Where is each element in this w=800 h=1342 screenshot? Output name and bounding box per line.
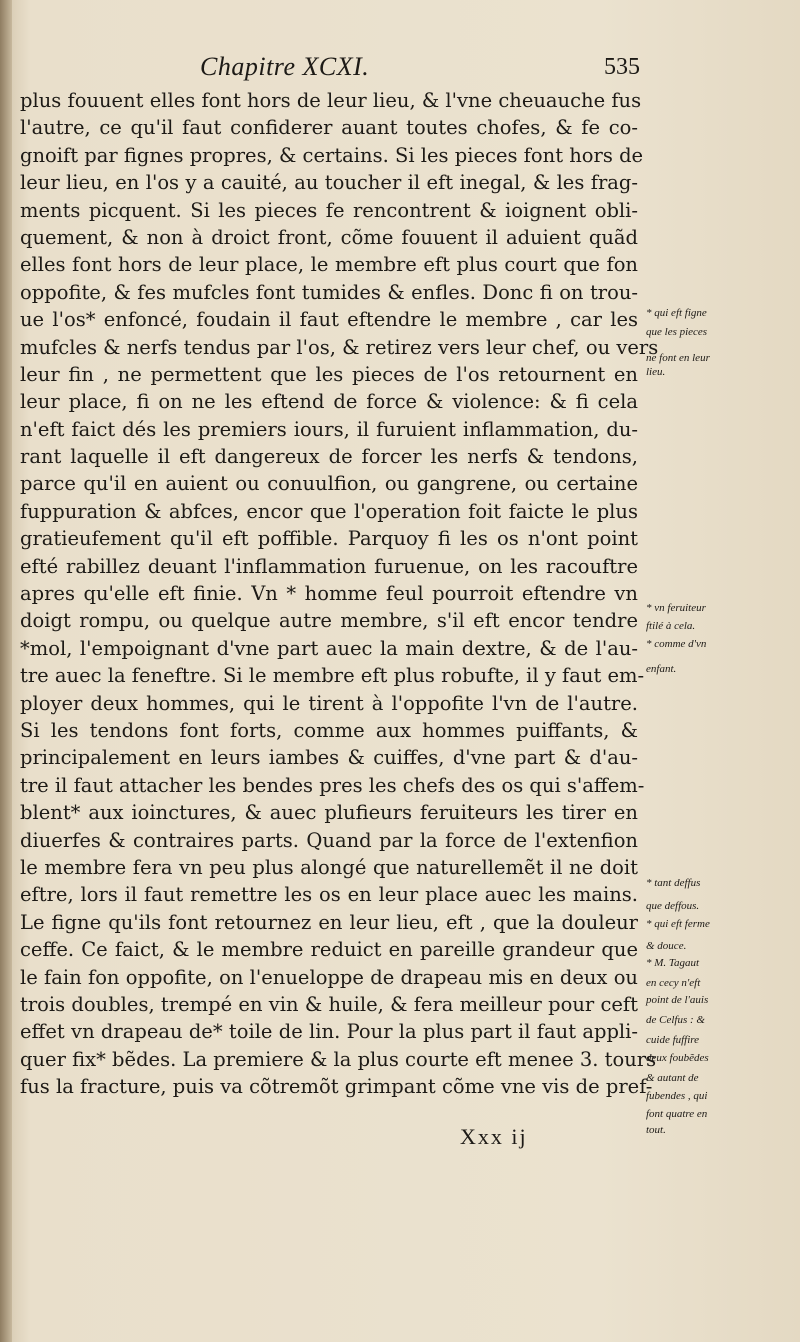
text-line: effet vn drapeau de* toile de lin. Pour la plus part il faut appli- xyxy=(20,1020,638,1044)
margin-note: & douce. xyxy=(646,940,687,952)
text-line: mufcles & nerfs tendus par l'os, & retirez vers leur chef, ou vers xyxy=(20,335,659,359)
page-number: 535 xyxy=(604,54,640,80)
text-line: ments picquent. Si les pieces fe rencontrent & ioignent obli- xyxy=(20,198,638,222)
margin-note: en cecy n'eft xyxy=(646,977,701,989)
margin-note: * comme d'vn xyxy=(646,638,707,650)
margin-note: point de l'auis xyxy=(646,994,709,1006)
margin-note: tout. xyxy=(646,1124,666,1136)
text-line: fus la fracture, puis va cõtremõt grimpant cõme vne vis de pref- xyxy=(20,1075,653,1099)
text-line: blent* aux ioinctures, & auec plufieurs feruiteurs les tirer en xyxy=(20,801,638,825)
margin-note: * tant deffus xyxy=(646,877,701,889)
text-line: parce qu'il en auient ou conuulfion, ou gangrene, ou certaine xyxy=(20,472,638,496)
margin-note: de Celfus : & xyxy=(646,1014,705,1026)
margin-note: * M. Tagaut xyxy=(646,957,700,969)
text-line: trois doubles, trempé en vin & huile, & fera meilleur pour ceft xyxy=(20,992,638,1016)
text-line: fuppuration & abfces, encor que l'operation foit faicte le plus xyxy=(20,499,638,523)
text-line: rant laquelle il eft dangereux de forcer les nerfs & tendons, xyxy=(20,445,638,469)
margin-note: * qui eft ferme xyxy=(646,918,710,930)
text-line: ployer deux hommes, qui le tirent à l'oppofite l'vn de l'autre. xyxy=(20,691,638,715)
text-line: n'eft faict dés les premiers iours, il furuient inflammation, du- xyxy=(20,417,638,441)
text-line: doigt rompu, ou quelque autre membre, s'il eft encor tendre xyxy=(20,609,638,633)
margin-note: & autant de xyxy=(646,1072,699,1084)
margin-note: deux foubẽdes xyxy=(646,1052,709,1064)
text-line: leur place, fi on ne les eftend de force & violence: & fi cela xyxy=(20,390,638,414)
text-line: quer fix* bẽdes. La premiere & la plus courte eft menee 3. tours xyxy=(20,1047,657,1071)
text-line: apres qu'elle eft finie. Vn * homme feul pourroit eftendre vn xyxy=(20,582,638,606)
text-line: efté rabillez deuant l'inflammation furuenue, on les racouftre xyxy=(20,554,638,578)
margin-note: enfant. xyxy=(646,663,677,675)
margin-note: cuide fuffire xyxy=(646,1034,700,1046)
text-line: leur fin , ne permettent que les pieces de l'os retournent en xyxy=(20,362,638,386)
text-line: leur lieu, en l'os y a cauité, au toucher il eft inegal, & les frag- xyxy=(20,171,638,195)
text-line: quement, & non à droict front, cõme fouuent il aduient quãd xyxy=(20,225,638,249)
text-line: ue l'os* enfoncé, foudain il faut eftendre le membre , car les xyxy=(20,308,638,332)
margin-notes xyxy=(646,0,796,1342)
signature-mark: Xxx ij xyxy=(460,1124,528,1149)
text-line: tre il faut attacher les bendes pres les chefs des os qui s'affem- xyxy=(20,773,645,797)
text-line: ceffe. Ce faict, & le membre reduict en pareille grandeur que xyxy=(20,938,638,962)
text-line: gnoift par fignes propres, & certains. Si les pieces font hors de xyxy=(20,143,644,167)
margin-note: * qui eft figne xyxy=(646,307,707,319)
text-line: elles font hors de leur place, le membre eft plus court que fon xyxy=(20,253,638,277)
text-line: plus fouuent elles font hors de leur lieu, & l'vne cheuauche fus xyxy=(20,89,642,112)
text-line: l'autre, ce qu'il faut confiderer auant toutes chofes, & fe co- xyxy=(20,116,638,140)
text-line: gratieufement qu'il eft poffible. Parquoy fi les os n'ont point xyxy=(20,527,638,551)
text-line: Le figne qu'ils font retournez en leur lieu, eft , que la douleur xyxy=(20,910,638,934)
page-header xyxy=(200,52,640,92)
text-line: eftre, lors il faut remettre les os en leur place auec les mains. xyxy=(20,883,638,907)
text-line: diuerfes & contraires parts. Quand par la force de l'extenfion xyxy=(20,828,638,852)
text-line: le fain fon oppofite, on l'enueloppe de drapeau mis en deux ou xyxy=(20,965,638,989)
text-line: *mol, l'empoignant d'vne part auec la main dextre, & de l'au- xyxy=(20,636,638,660)
margin-note: ne font en leur xyxy=(646,352,710,364)
margin-note: font quatre en xyxy=(646,1108,708,1120)
page-gutter xyxy=(0,0,12,1342)
text-line: tre auec la feneftre. Si le membre eft plus robufte, il y faut em- xyxy=(20,664,645,688)
margin-note: * vn feruiteur xyxy=(646,602,706,614)
margin-note: que les pieces xyxy=(646,326,708,338)
text-line: le membre fera vn peu plus alongé que naturellemẽt il ne doit xyxy=(20,855,638,879)
text-line: oppofite, & fes mufcles font tumides & enfles. Donc fi on trou- xyxy=(20,280,638,304)
margin-note: que deffous. xyxy=(646,900,700,912)
running-head: Chapitre XCXI. xyxy=(200,52,370,81)
margin-note: ftilé à cela. xyxy=(646,620,696,632)
text-line: Si les tendons font forts, comme aux hommes puiffants, & xyxy=(20,718,638,742)
margin-note: lieu. xyxy=(646,366,666,378)
text-line: principalement en leurs iambes & cuiffes, d'vne part & d'au- xyxy=(20,746,638,770)
body-text xyxy=(20,87,659,1100)
margin-note: fubendes , qui xyxy=(646,1090,708,1102)
